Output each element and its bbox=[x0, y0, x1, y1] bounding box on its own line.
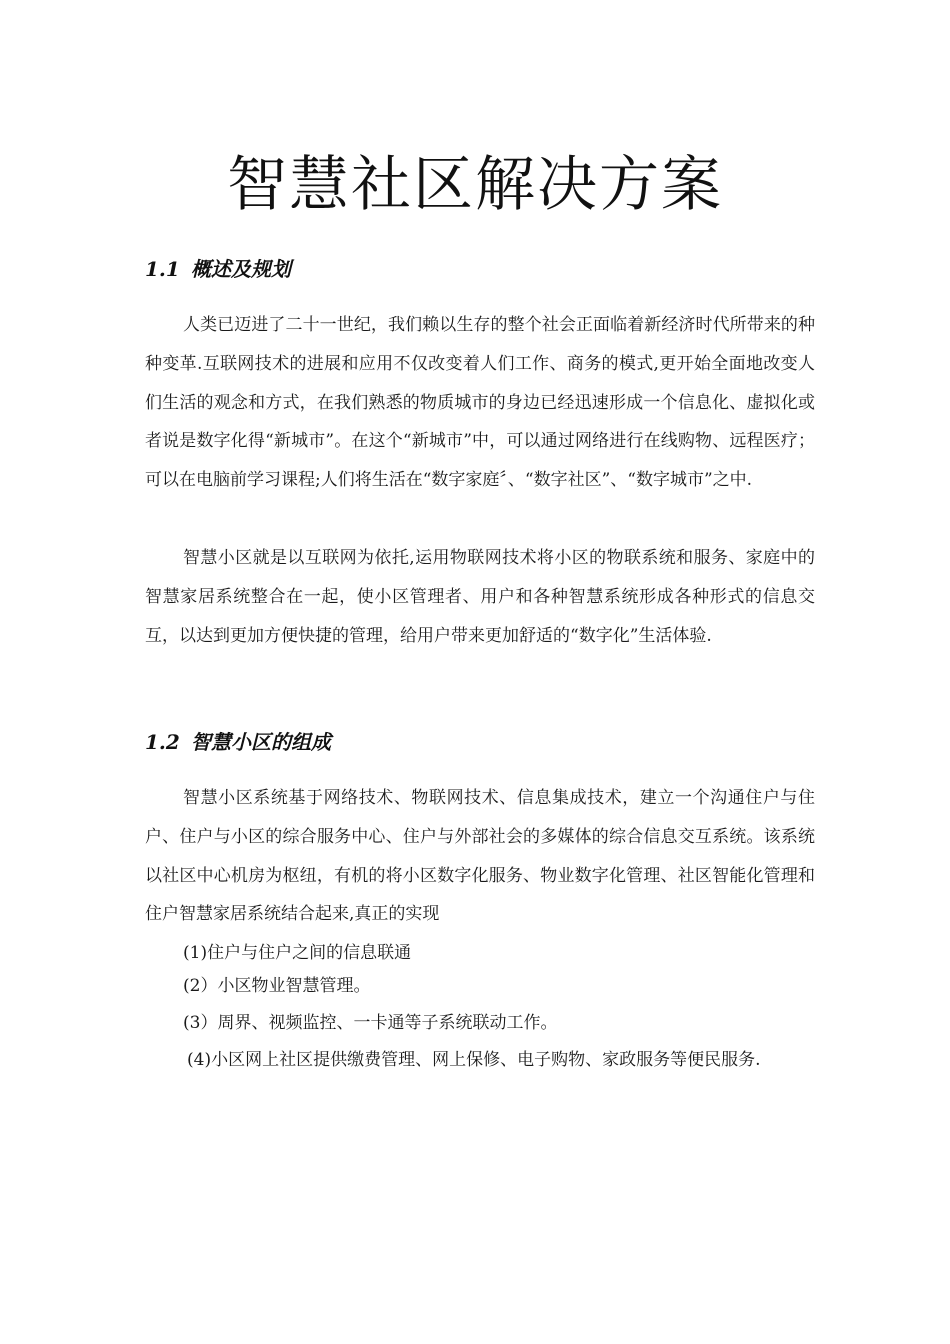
section-heading-overview bbox=[145, 254, 291, 284]
section-heading-composition bbox=[145, 727, 331, 757]
list-item: (4)小区网上社区提供缴费管理、网上保修、电子购物、家政服务等便民服务. bbox=[187, 1050, 761, 1070]
document-title: 智慧社区解决方案 bbox=[227, 150, 723, 220]
section-title: 智慧小区的组成 bbox=[191, 730, 331, 754]
section-title: 概述及规划 bbox=[191, 257, 291, 281]
paragraph-composition-1: 智慧小区系统基于网络技术、物联网技术、信息集成技术，建立一个沟通住户与住户、住户与小区的综合服务中心、住户与外部社会的多媒体的综合信息交互系统。该系统以社区中心机房为枢纽，有机的将小区数字化服务、物业数字化管理、社区智能化管理和住户智慧家居系统结合起来,真正的实现 bbox=[145, 788, 815, 925]
section-number: 1.2 bbox=[145, 730, 180, 754]
list-item: (3）周界、视频监控、一卡通等子系统联动工作。 bbox=[183, 1013, 558, 1033]
paragraph-overview-1: 人类已迈进了二十一世纪，我们赖以生存的整个社会正面临着新经济时代所带来的种种变革.互联网技术的进展和应用不仅改变着人们工作、商务的模式,更开始全面地改变人们生活的观念和方式，在我们熟悉的物质城市的身边已经迅速形成一个信息化、虚拟化或者说是数字化得“新城市”。在这个“新城市”中，可以通过网络进行在线购物、远程医疗；可以在电脑前学习课程;人们将生活在“数字家庭〞、“数字社区”、“数字城市”之中. bbox=[145, 315, 815, 491]
list-item: (2）小区物业智慧管理。 bbox=[183, 976, 371, 996]
section-number: 1.1 bbox=[145, 257, 180, 281]
list-item: (1)住户与住户之间的信息联通 bbox=[183, 943, 412, 963]
paragraph-overview-2: 智慧小区就是以互联网为依托,运用物联网技术将小区的物联系统和服务、家庭中的智慧家居系统整合在一起，使小区管理者、用户和各种智慧系统形成各种形式的信息交互，以达到更加方便快捷的管理，给用户带来更加舒适的“数字化”生活体验. bbox=[145, 548, 815, 646]
